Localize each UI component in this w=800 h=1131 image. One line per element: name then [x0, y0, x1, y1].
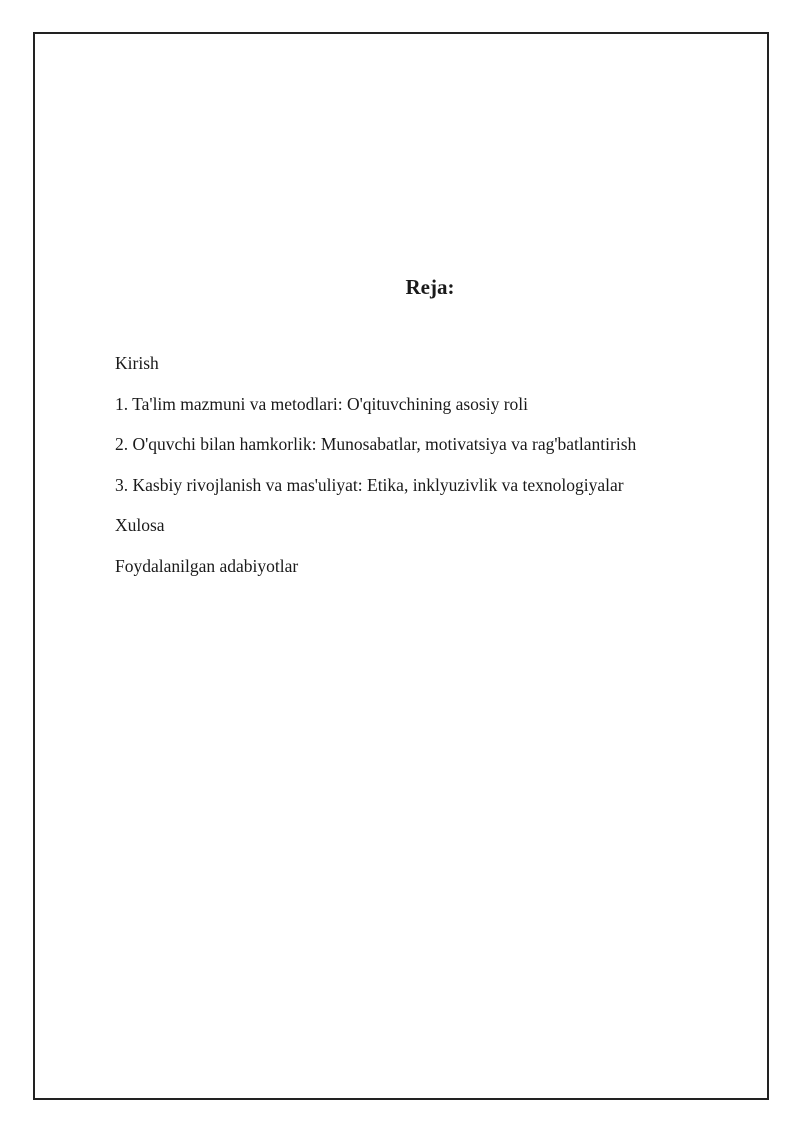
plan-item-chapter-3: 3. Kasbiy rivojlanish va mas'uliyat: Etika, inklyuzivlik va texnologiyalar: [115, 474, 624, 495]
plan-item-references: Foydalanilgan adabiyotlar: [115, 555, 299, 576]
plan-item-introduction: Kirish: [115, 353, 159, 373]
plan-item-chapter-1: 1. Ta'lim mazmuni va metodlari: O'qituvchining asosiy roli: [115, 393, 529, 414]
plan-title: Reja:: [405, 275, 455, 299]
plan-list: [115, 350, 636, 594]
plan-item-chapter-2: 2. O'quvchi bilan hamkorlik: Munosabatlar, motivatsiya va rag'batlantirish: [115, 434, 637, 455]
plan-item-conclusion: Xulosa: [115, 515, 165, 536]
